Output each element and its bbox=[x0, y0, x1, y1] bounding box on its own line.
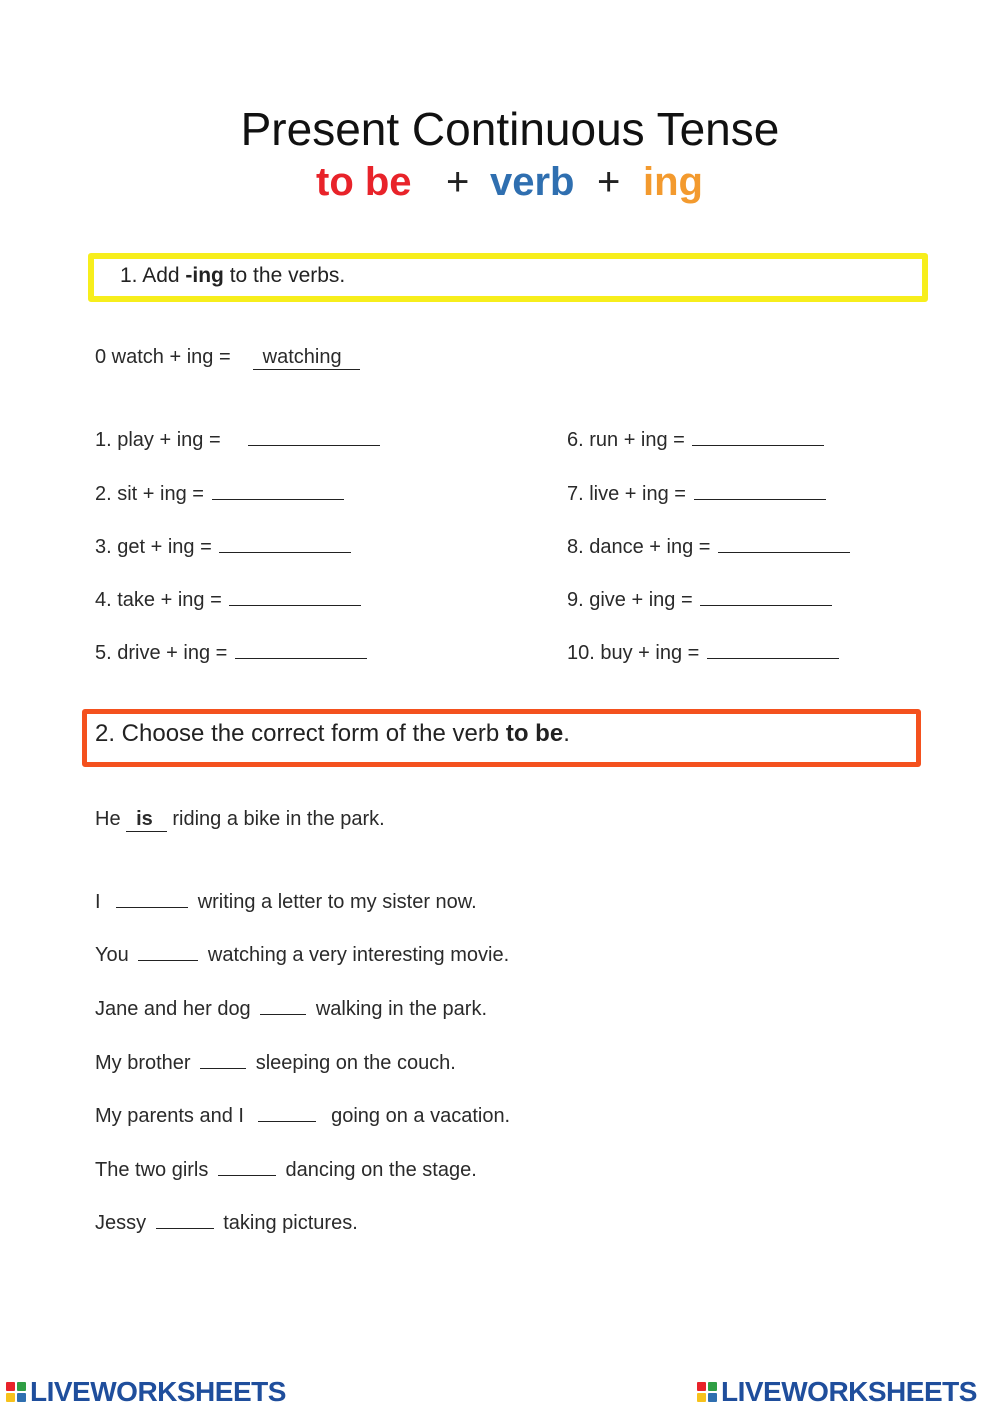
answer-blank[interactable] bbox=[692, 427, 824, 446]
sentence-end: walking in the park. bbox=[315, 998, 488, 1020]
instruction-text: . bbox=[563, 720, 570, 747]
item-prompt: 10. buy + ing = bbox=[567, 642, 700, 664]
exercise-item bbox=[567, 587, 832, 612]
sentence-item bbox=[95, 1157, 477, 1182]
answer-blank[interactable] bbox=[156, 1210, 214, 1229]
answer-blank[interactable] bbox=[212, 481, 344, 500]
logo-text: LIVEWORKSHEETS bbox=[30, 1376, 286, 1407]
sentence-end: dancing on the stage. bbox=[285, 1159, 477, 1181]
footer-logo-right bbox=[697, 1376, 977, 1408]
item-prompt: 4. take + ing = bbox=[95, 589, 222, 611]
answer-blank[interactable] bbox=[248, 427, 380, 446]
sentence-item bbox=[95, 1210, 358, 1235]
sentence-item bbox=[95, 889, 477, 914]
answer-blank[interactable] bbox=[200, 1050, 246, 1069]
sentence-end: writing a letter to my sister now. bbox=[197, 891, 477, 913]
answer-blank[interactable] bbox=[235, 640, 367, 659]
page-title: Present Continuous Tense bbox=[240, 103, 780, 155]
exercise-item bbox=[95, 534, 351, 559]
sentence-item bbox=[95, 942, 509, 967]
item-prompt: 9. give + ing = bbox=[567, 589, 693, 611]
sentence-end: watching a very interesting movie. bbox=[207, 944, 510, 966]
instruction-emphasis: to be bbox=[505, 720, 564, 747]
exercise-item bbox=[95, 587, 361, 612]
item-prompt: 7. live + ing = bbox=[567, 483, 686, 505]
sentence-start: The two girls bbox=[95, 1159, 209, 1181]
footer-logo-left bbox=[6, 1376, 286, 1408]
instruction-text: 2. Choose the correct form of the verb bbox=[95, 720, 506, 747]
answer-blank[interactable] bbox=[229, 587, 361, 606]
sentence-start: My brother bbox=[95, 1052, 191, 1074]
example-row bbox=[95, 346, 360, 370]
answer-blank[interactable] bbox=[138, 942, 198, 961]
answer-blank[interactable] bbox=[219, 534, 351, 553]
logo-text: LIVEWORKSHEETS bbox=[721, 1376, 977, 1407]
example-row bbox=[95, 808, 385, 832]
sentence-end: going on a vacation. bbox=[331, 1105, 511, 1127]
answer-blank[interactable] bbox=[707, 640, 839, 659]
sentence-end: riding a bike in the park. bbox=[172, 808, 385, 830]
formula-plus: + bbox=[446, 160, 470, 204]
instruction-text: 1. Add bbox=[120, 264, 186, 287]
exercise-item bbox=[95, 481, 344, 506]
answer-blank[interactable] bbox=[116, 889, 188, 908]
liveworksheets-icon bbox=[697, 1382, 717, 1402]
answer-blank[interactable] bbox=[218, 1157, 276, 1176]
exercise-item bbox=[567, 534, 850, 559]
example-prompt: 0 watch + ing = bbox=[95, 346, 231, 368]
sentence-end: sleeping on the couch. bbox=[255, 1052, 456, 1074]
liveworksheets-icon bbox=[6, 1382, 26, 1402]
exercise-item bbox=[567, 427, 824, 452]
sentence-start: Jane and her dog bbox=[95, 998, 251, 1020]
answer-blank[interactable] bbox=[694, 481, 826, 500]
item-prompt: 2. sit + ing = bbox=[95, 483, 204, 505]
sentence-start: He bbox=[95, 808, 127, 830]
example-answer: is bbox=[126, 808, 167, 832]
item-prompt: 3. get + ing = bbox=[95, 536, 212, 558]
sentence-item bbox=[95, 1103, 510, 1128]
exercise-item bbox=[567, 640, 839, 665]
formula-ing: ing bbox=[643, 160, 703, 204]
formula-verb: verb bbox=[490, 160, 575, 204]
item-prompt: 5. drive + ing = bbox=[95, 642, 228, 664]
instruction-text: to the verbs. bbox=[223, 264, 346, 287]
exercise-item bbox=[95, 640, 367, 665]
sentence-start: Jessy bbox=[95, 1212, 147, 1234]
formula-to-be: to be bbox=[316, 160, 412, 204]
section2-instruction bbox=[95, 720, 570, 748]
sentence-end: taking pictures. bbox=[223, 1212, 358, 1234]
formula-plus: + bbox=[597, 160, 621, 204]
answer-blank[interactable] bbox=[700, 587, 832, 606]
exercise-item bbox=[567, 481, 826, 506]
section1-instruction bbox=[120, 264, 345, 288]
item-prompt: 8. dance + ing = bbox=[567, 536, 711, 558]
sentence-item bbox=[95, 996, 487, 1021]
answer-blank[interactable] bbox=[718, 534, 850, 553]
item-prompt: 6. run + ing = bbox=[567, 429, 685, 451]
exercise-item bbox=[95, 427, 380, 452]
answer-blank[interactable] bbox=[260, 996, 306, 1015]
sentence-start: You bbox=[95, 944, 129, 966]
item-prompt: 1. play + ing = bbox=[95, 429, 221, 451]
sentence-start: I bbox=[95, 891, 101, 913]
sentence-item bbox=[95, 1050, 456, 1075]
example-answer: watching bbox=[253, 346, 360, 370]
answer-blank[interactable] bbox=[258, 1103, 316, 1122]
instruction-emphasis: -ing bbox=[185, 264, 224, 287]
sentence-start: My parents and I bbox=[95, 1105, 244, 1127]
